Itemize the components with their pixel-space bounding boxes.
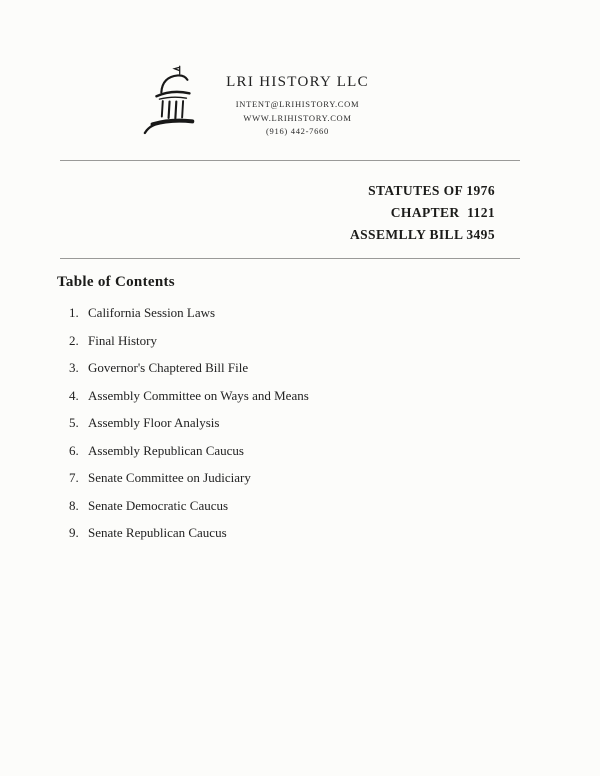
toc-list xyxy=(69,306,309,540)
statute-reference xyxy=(350,180,495,246)
toc-item-number: 9. xyxy=(69,525,79,540)
statutes-line: STATUTES OF 1976 xyxy=(368,183,495,198)
toc-item-label: Senate Committee on Judiciary xyxy=(88,470,251,485)
toc-item-number: 7. xyxy=(69,470,79,485)
toc-item-label: Assembly Floor Analysis xyxy=(88,415,220,430)
toc-item xyxy=(69,416,309,430)
toc-item-label: Assembly Committee on Ways and Means xyxy=(88,387,309,403)
toc-item-number: 8. xyxy=(69,497,79,513)
assembly-bill-line: ASSEMLLY BILL 3495 xyxy=(349,227,495,242)
toc-item-label: California Session Laws xyxy=(88,305,216,320)
toc-item-label: Senate Democratic Caucus xyxy=(88,497,229,513)
company-phone: (916) 442-7660 xyxy=(266,126,329,136)
company-name: LRI HISTORY LLC xyxy=(226,74,369,90)
toc-item-number: 6. xyxy=(69,442,79,458)
toc-item xyxy=(69,471,309,485)
letterhead-text xyxy=(200,74,395,139)
toc-item-label: Senate Republican Caucus xyxy=(88,525,227,540)
toc-item-number: 3. xyxy=(69,360,79,375)
toc-item-number: 4. xyxy=(69,387,79,403)
toc-item-label: Governor's Chaptered Bill File xyxy=(88,360,249,375)
lri-logo xyxy=(142,64,200,142)
company-website: WWW.LRIHISTORY.COM xyxy=(243,112,352,123)
toc-item xyxy=(69,444,309,458)
chapter-line: CHAPTER 1121 xyxy=(390,205,495,220)
toc-item xyxy=(69,334,309,348)
toc-item-number: 2. xyxy=(69,332,79,348)
toc-item xyxy=(69,526,309,540)
toc-item xyxy=(69,361,309,375)
letterhead xyxy=(0,62,600,157)
toc-item xyxy=(69,306,309,320)
capitol-sketch-icon xyxy=(142,64,200,142)
toc-item-number: 5. xyxy=(69,415,79,430)
toc-item-label: Assembly Republican Caucus xyxy=(88,442,244,458)
toc-title: Table of Contents xyxy=(57,274,175,290)
divider-bottom xyxy=(60,258,520,259)
toc-item xyxy=(69,389,309,403)
toc-item-number: 1. xyxy=(69,305,79,320)
toc-item xyxy=(69,499,309,513)
divider-top xyxy=(60,160,520,161)
toc-item-label: Final History xyxy=(88,332,157,348)
company-email: INTENT@LRIHISTORY.COM xyxy=(235,99,360,109)
